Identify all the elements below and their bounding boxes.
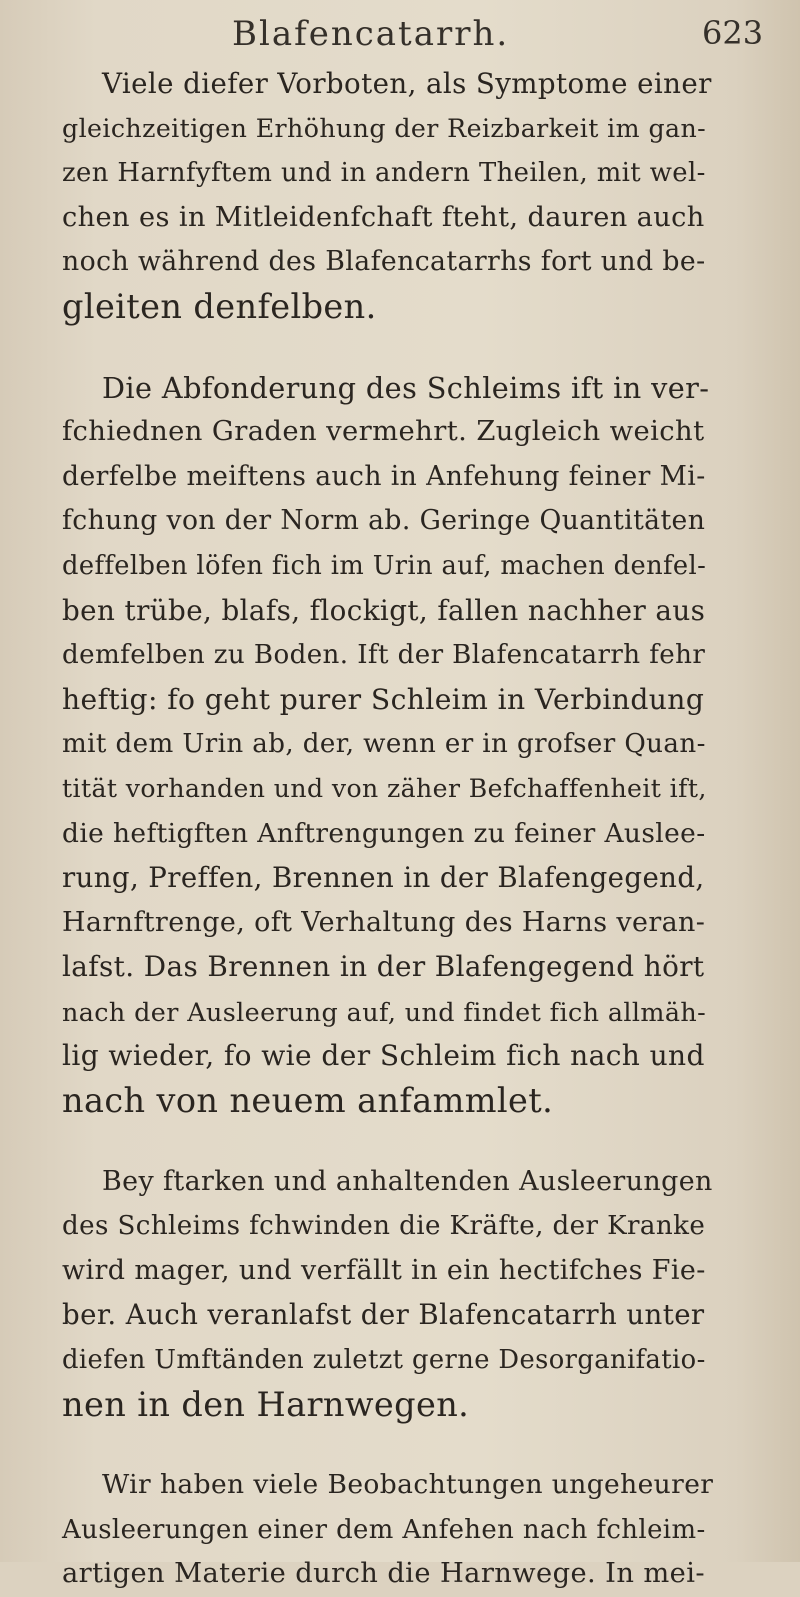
text-line: ben trübe, blafs, flockigt, fallen nachher aus bbox=[62, 593, 706, 627]
page-number: 623 bbox=[702, 14, 764, 52]
paragraph-gap bbox=[62, 1427, 702, 1463]
text-line: wird mager, und verfällt in ein hectifches Fie- bbox=[62, 1254, 706, 1286]
text-line: heftig: fo geht purer Schleim in Verbindung bbox=[62, 682, 705, 716]
text-line: rung, Preffen, Brennen in der Blafengegend, bbox=[62, 861, 705, 895]
text-line: gleiten denfelben. bbox=[62, 286, 377, 326]
text-line: lig wieder, fo wie der Schleim fich nach und bbox=[62, 1039, 705, 1073]
text-line: artigen Materie durch die Harnwege. In mei- bbox=[62, 1558, 705, 1590]
text-line: diefen Umftänden zuletzt gerne Desorganifatio- bbox=[62, 1345, 706, 1376]
text-line: Bey ftarken und anhaltenden Ausleerungen bbox=[102, 1165, 713, 1197]
text-line: Die Abfonderung des Schleims ift in ver- bbox=[102, 370, 710, 405]
paragraph-1 bbox=[62, 62, 712, 330]
text-line: nen in den Harnwegen. bbox=[62, 1384, 470, 1424]
page-header bbox=[0, 14, 800, 58]
paragraph-4 bbox=[62, 1463, 714, 1597]
text-line: chen es in Mitleidenfchaft fteht, dauren auch bbox=[62, 201, 705, 233]
paragraph-2 bbox=[62, 366, 710, 1124]
text-line: lafst. Das Brennen in der Blafengegend hört bbox=[62, 950, 705, 984]
text-line: Wir haben viele Beobachtungen ungeheurer bbox=[102, 1469, 714, 1501]
text-line: tität vorhanden und von zäher Befchaffenheit ift, bbox=[62, 773, 707, 803]
text-line: des Schleims fchwinden die Kräfte, der Kranke bbox=[62, 1211, 706, 1242]
text-line: zen Harnfyftem und in andern Theilen, mit wel- bbox=[62, 158, 706, 189]
text-line: Ausleerungen einer dem Anfehen nach fchleim- bbox=[62, 1514, 706, 1545]
text-line: demfelben zu Boden. Ift der Blafencatarrh fehr bbox=[62, 640, 706, 671]
paragraph-3 bbox=[62, 1160, 713, 1428]
text-line: Harnftrenge, oft Verhaltung des Harns veran- bbox=[62, 906, 706, 938]
text-line: die heftigften Anftrengungen zu feiner Auslee- bbox=[62, 817, 706, 849]
text-line: mit dem Urin ab, der, wenn er in grofser Quan- bbox=[62, 729, 706, 760]
text-line: Viele diefer Vorboten, als Symptome einer bbox=[102, 67, 712, 100]
text-line: fchung von der Norm ab. Geringe Quantitäten bbox=[62, 505, 706, 537]
text-line: gleichzeitigen Erhöhung der Reizbarkeit im gan- bbox=[62, 113, 707, 143]
text-line: fchiednen Graden vermehrt. Zugleich weicht bbox=[62, 416, 705, 448]
paragraph-gap bbox=[62, 330, 702, 366]
body-text bbox=[62, 62, 714, 1597]
text-line: nach der Ausleerung auf, und findet fich allmäh- bbox=[62, 996, 707, 1027]
text-line: ber. Auch veranlafst der Blafencatarrh unter bbox=[62, 1298, 705, 1332]
text-line: derfelbe meiftens auch in Anfehung feiner Mi- bbox=[62, 460, 706, 492]
text-line: nach von neuem anfammlet. bbox=[62, 1081, 554, 1121]
running-title: Blafencatarrh. bbox=[232, 14, 510, 54]
text-line: noch während des Blafencatarrhs fort und be- bbox=[62, 246, 706, 278]
text-line: deffelben löfen fich im Urin auf, machen denfel- bbox=[62, 550, 707, 581]
paragraph-gap bbox=[62, 1124, 702, 1160]
